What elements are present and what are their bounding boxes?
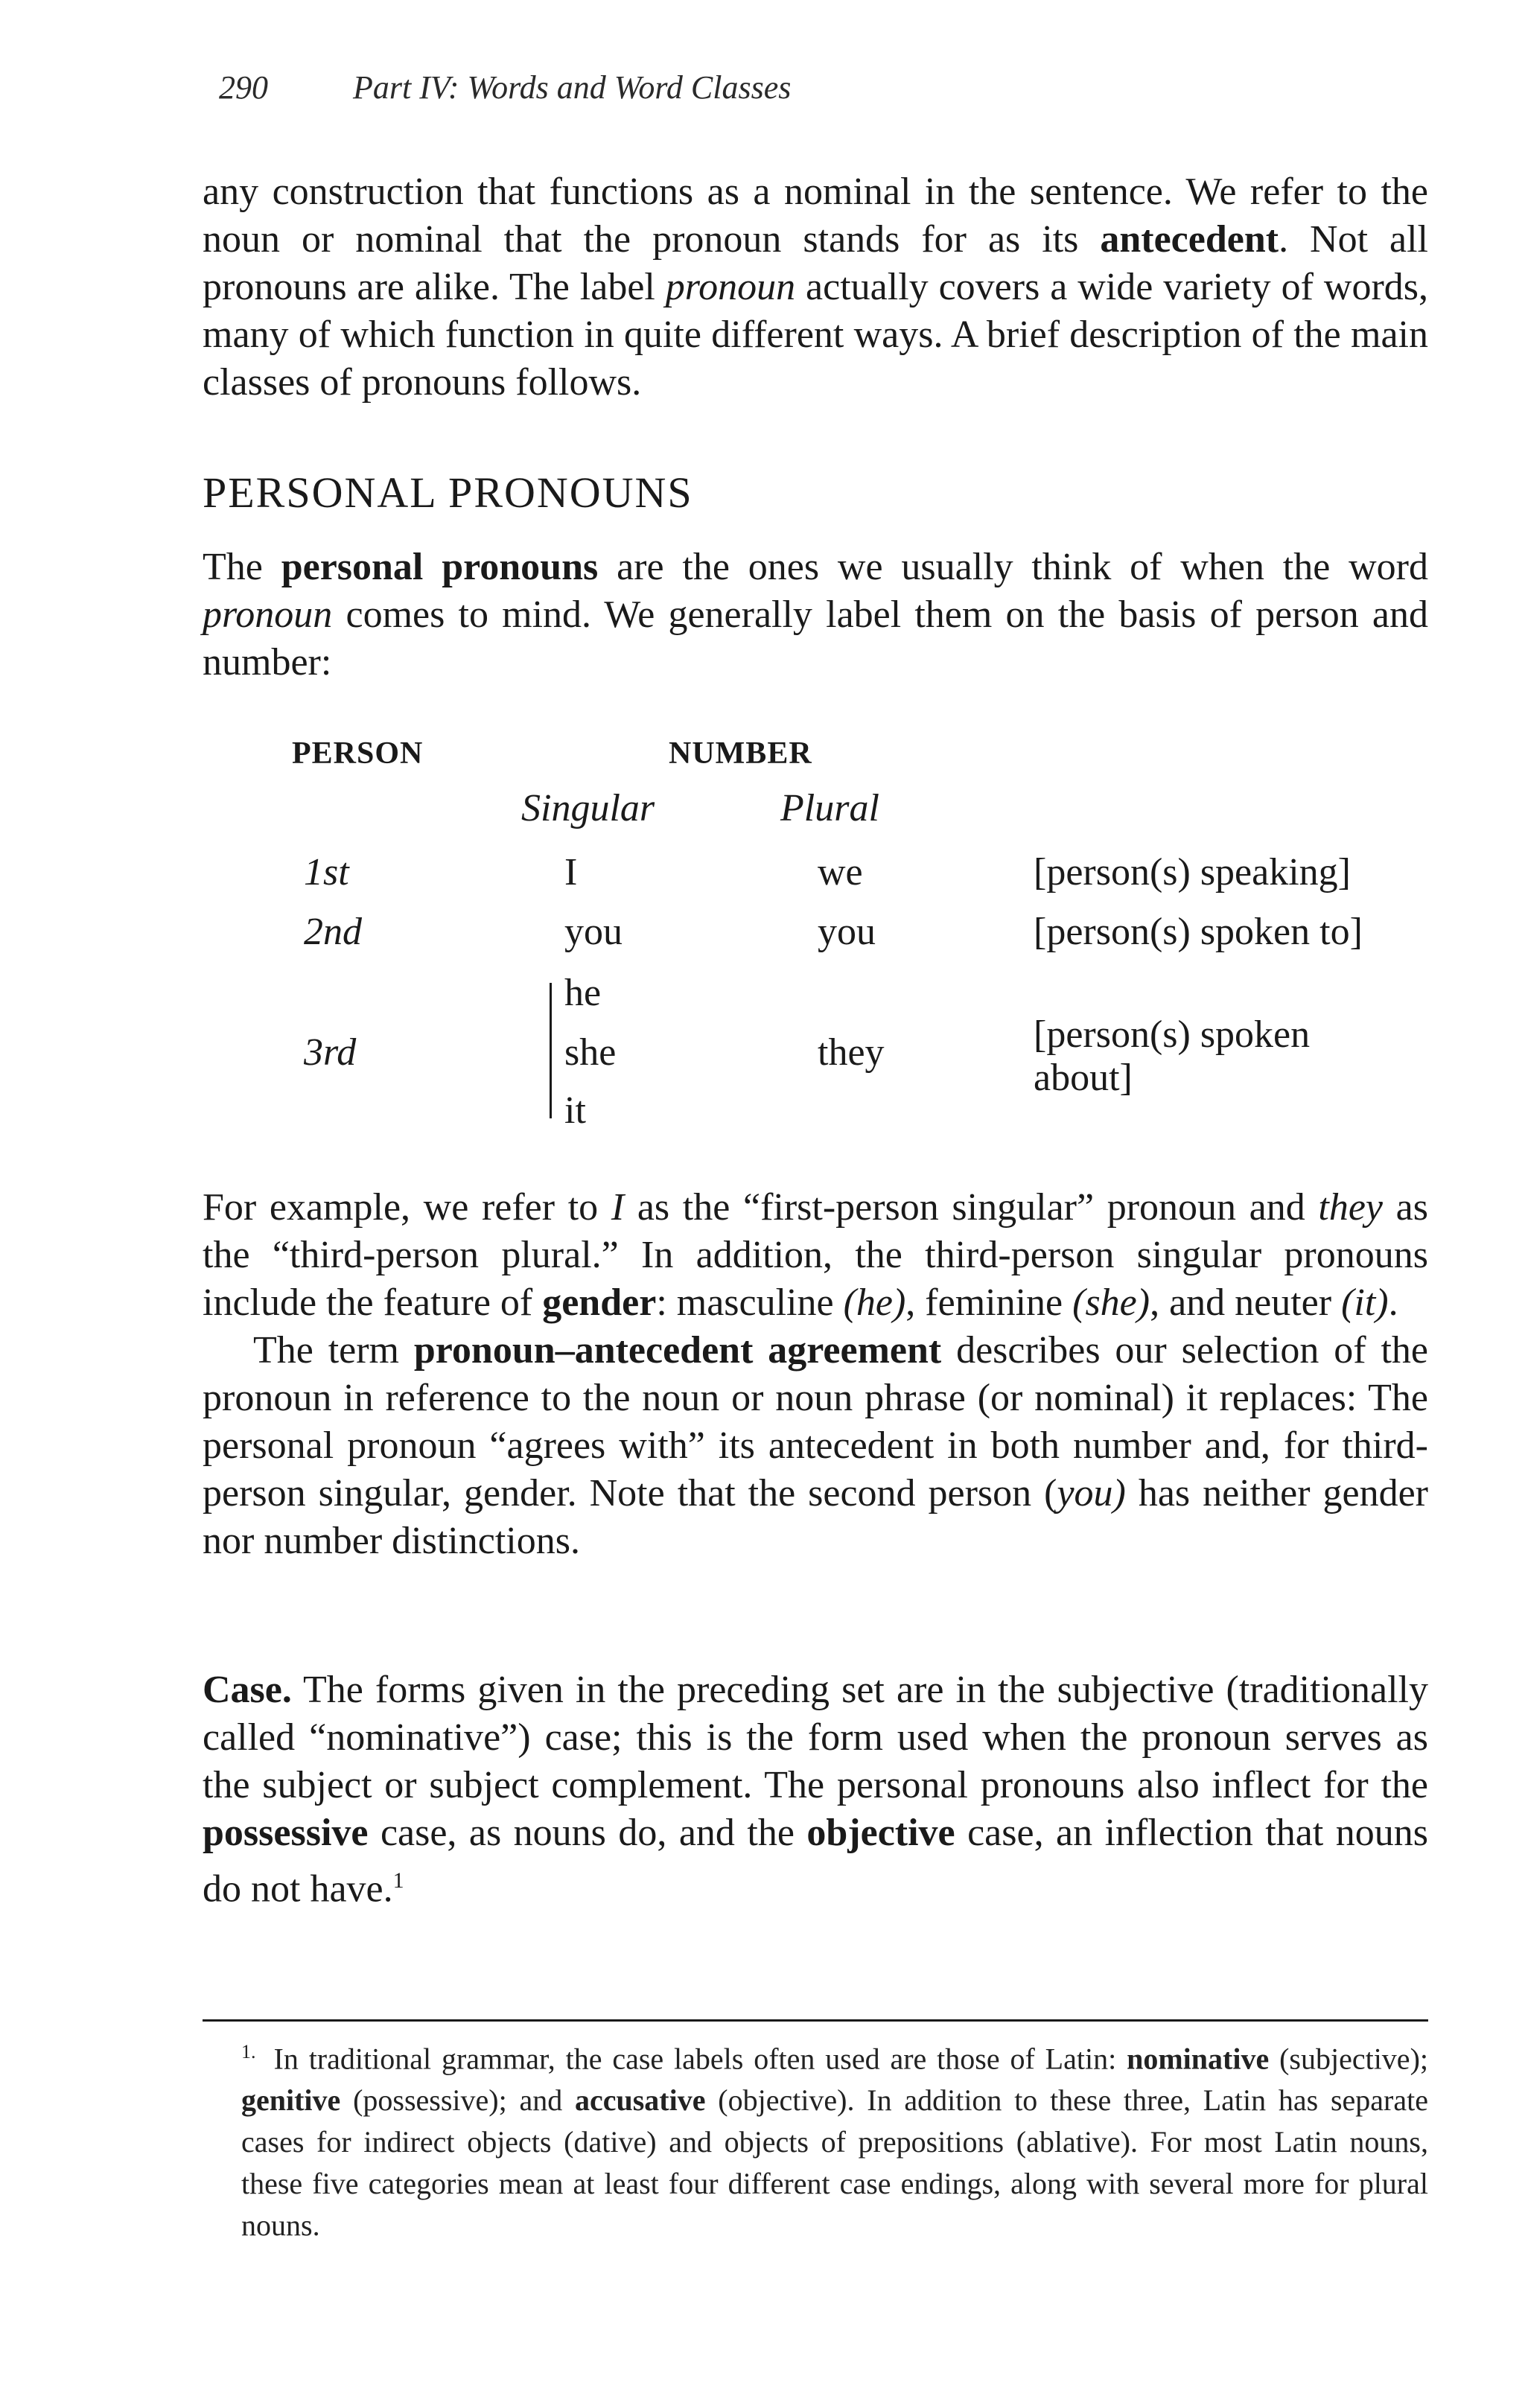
text-run: (possessive); and	[340, 2083, 575, 2118]
term-gender: gender	[542, 1281, 657, 1324]
text-run: any construction that functions as a nominal in the sentence. We refer to the noun or nominal that the pronoun stands for as its	[203, 171, 1428, 261]
row2-note: [person(s) spoken to]	[1034, 911, 1363, 953]
header-singular: Singular	[521, 787, 655, 829]
text-run: comes to mind. We generally label them on the basis of person and number:	[203, 593, 1428, 684]
term-accusative: accusative	[574, 2083, 706, 2118]
text-run: . Not all pronouns are alike. The label	[203, 218, 1428, 308]
row3-singular-he: he	[564, 972, 602, 1014]
text-run: are the ones we usually think of when the word	[598, 546, 1429, 588]
row1-person: 1st	[304, 851, 349, 894]
text-run: actually covers a wide variety of words, many of which function in quite different ways. A brief description of the main classes of pronouns follows.	[203, 266, 1429, 404]
text-run: (subjective);	[1269, 2042, 1428, 2076]
footnote-reference[interactable]: 1	[392, 1868, 404, 1893]
page-number: 290	[219, 69, 268, 106]
text-run: The forms given in the preceding set are in the subjective (traditionally called “nominative”) case; this is the form used when the pronoun serves as the subject or subject complement. The personal pronouns also inflect for the	[203, 1669, 1428, 1806]
section-heading: PERSONAL PRONOUNS	[203, 468, 693, 517]
term-agreement: pronoun–antecedent agreement	[413, 1329, 942, 1372]
row1-singular: I	[564, 851, 578, 894]
italic-term: (he)	[843, 1281, 906, 1324]
term-genitive: genitive	[241, 2083, 341, 2118]
example-and-agreement	[203, 1184, 1428, 1565]
text-run: case, an inflection that nouns do not have.	[203, 1812, 1428, 1911]
row1-plural: we	[818, 851, 863, 894]
text-run: : masculine	[656, 1281, 844, 1324]
personal-pronouns-paragraph	[203, 544, 1428, 687]
text-run: In traditional grammar, the case labels often used are those of Latin:	[273, 2042, 1127, 2076]
text-run: as the “first-person singular” pronoun and	[624, 1186, 1319, 1229]
term-possessive: possessive	[203, 1812, 369, 1854]
text-run: has neither gender nor number distinctions.	[203, 1472, 1428, 1562]
row2-plural: you	[818, 911, 876, 953]
row3-singular-it: it	[564, 1089, 586, 1132]
run-in-heading-case: Case.	[203, 1669, 292, 1711]
header-person: PERSON	[292, 736, 424, 771]
row1-note: [person(s) speaking]	[1034, 851, 1351, 894]
text-run: The	[203, 546, 281, 588]
running-head-title: Part IV: Words and Word Classes	[353, 69, 792, 106]
footnote-divider	[203, 2019, 1428, 2022]
italic-term: they	[1318, 1186, 1384, 1229]
text-run: , feminine	[905, 1281, 1073, 1324]
header-plural: Plural	[780, 787, 879, 829]
row3-plural: they	[818, 1031, 885, 1074]
italic-term: (she)	[1072, 1281, 1150, 1324]
header-number: NUMBER	[669, 736, 812, 771]
intro-paragraph	[203, 168, 1428, 407]
term-personal-pronouns: personal pronouns	[281, 546, 599, 588]
bracket-line	[550, 983, 556, 1118]
row3-note-line1: [person(s) spoken	[1034, 1013, 1311, 1056]
row3-singular-she: she	[564, 1031, 617, 1074]
footnote-marker: 1.	[241, 2041, 256, 2063]
case-paragraph	[203, 1666, 1428, 1913]
running-head	[219, 69, 791, 106]
row3-person: 3rd	[304, 1031, 357, 1074]
italic-term: (it)	[1341, 1281, 1389, 1324]
text-run: , and neuter	[1150, 1281, 1342, 1324]
row3-note-line2: about]	[1034, 1057, 1133, 1099]
text-run: case, as nouns do, and the	[368, 1812, 807, 1854]
text-run: as the “third-person plural.” In addition, the third-person singular pronouns include the feature of	[203, 1186, 1428, 1324]
text-run: describes our selection of the pronoun in reference to the noun or noun phrase (or nominal) it replaces: The personal pronoun “agrees with” its antecedent in both number and, for third-person singular, gender. Note that the second person (	[203, 1329, 1428, 1514]
term-nominative: nominative	[1127, 2042, 1270, 2076]
italic-term: I	[611, 1186, 625, 1229]
term-objective: objective	[806, 1812, 955, 1854]
row2-person: 2nd	[304, 911, 362, 953]
text-run: For example, we refer to	[203, 1186, 611, 1229]
term-antecedent: antecedent	[1100, 218, 1279, 261]
footnote	[241, 2031, 1428, 2246]
row2-singular: you	[564, 911, 623, 953]
text-run: The term	[253, 1329, 414, 1372]
italic-term: pronoun	[665, 266, 796, 308]
text-run: (objective). In addition to these three, Latin has separate cases for indirect objects (dative) and objects of prepositions (ablative). For most Latin nouns, these five categories mean at least four different case endings, along with several more for plural nouns.	[241, 2083, 1428, 2243]
italic-term: you)	[1057, 1472, 1126, 1514]
text-run: .	[1388, 1281, 1398, 1324]
italic-term: pronoun	[203, 593, 333, 636]
